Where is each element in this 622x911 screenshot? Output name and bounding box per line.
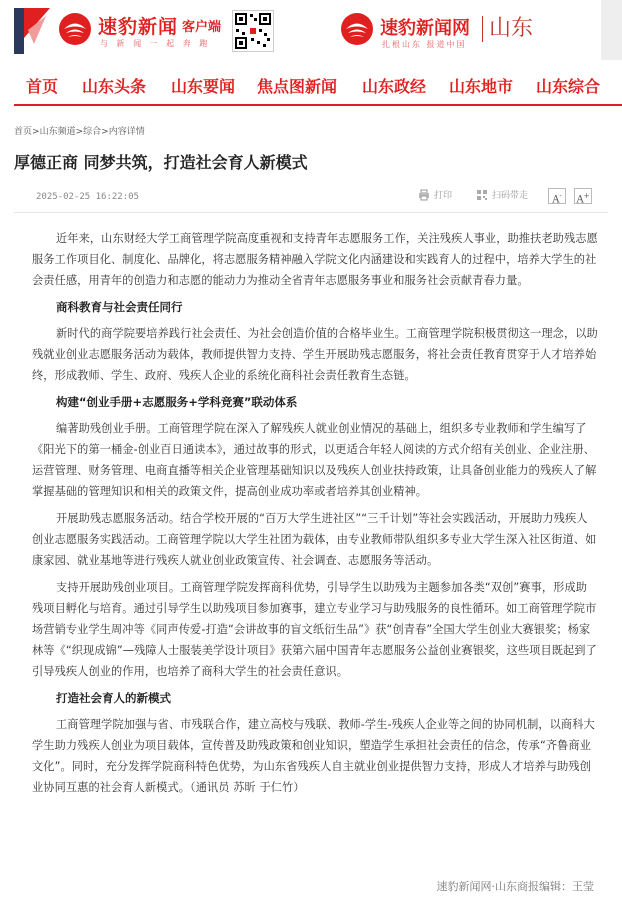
print-button[interactable]: [418, 188, 452, 201]
brand-name: 速豹新闻: [98, 16, 179, 38]
nav-item-home[interactable]: 首页: [26, 77, 59, 96]
publish-date: 2025-02-25 16:22:05: [36, 192, 139, 202]
nav-item-cities[interactable]: 山东地市: [449, 77, 514, 96]
site-brand[interactable]: [340, 12, 540, 54]
page-title: 厚德正商 同梦共筑，打造社会育人新模式: [14, 153, 308, 172]
breadcrumb: [14, 124, 145, 137]
meta-divider: [14, 212, 608, 213]
leopard-logo-icon: [340, 12, 374, 46]
font-increase-button[interactable]: A+: [574, 188, 592, 204]
section-heading: 打造社会育人的新模式: [56, 691, 171, 705]
site-header: [0, 0, 622, 62]
printer-icon: [418, 189, 430, 201]
breadcrumb-separator: >: [32, 127, 40, 137]
article-body: [32, 228, 598, 804]
breadcrumb-separator: >: [101, 127, 109, 137]
breadcrumb-current: 内容详情: [108, 127, 145, 137]
nav-item-news[interactable]: 山东要闻: [171, 77, 236, 96]
leopard-logo-icon: [58, 12, 92, 46]
breadcrumb-separator: >: [75, 127, 84, 137]
header-side-panel: [601, 0, 622, 60]
region-label: 山东: [482, 16, 533, 42]
app-brand[interactable]: [58, 10, 228, 54]
site-tagline: 扎根山东 报道中国: [382, 40, 467, 49]
paragraph: 工商管理学院加强与省、市残联合作，建立高校与残联、教师-学生-残疾人企业等之间的协同机制，以商科大学生助力残疾人创业为项目载体，宣传普及助残政策和创业知识，塑造学生承担社会责任的信念，传承“齐鲁商业文化”。同时，充分发挥学院商科特色优势，为山东省残疾人自主就业创业提供智力支持，形成人才培养与助残创业协同互惠的社会育人新模式。（通讯员 苏昕 于仁竹）: [32, 718, 595, 794]
nav-divider: [14, 104, 622, 106]
client-label: 客户端: [182, 20, 222, 35]
corner-logo-icon: [14, 8, 50, 54]
paragraph: 编著助残创业手册。工商管理学院在深入了解残疾人就业创业情况的基础上，组织多专业教师和学生编写了《阳光下的第一桶金-创业百日通读本》，通过故事的形式，以更适合年轻人阅读的方式介绍有关创业、企业注册、运营管理、财务管理、电商直播等相关企业管理基础知识以及残疾人创业扶持政策，让具备创业能力的残疾人了解掌握基础的管理知识和相关的政策文件，提高创业成功率或者培养其创业精神。: [32, 422, 597, 498]
section-heading: 构建“创业手册+志愿服务+学科竞赛”联动体系: [56, 395, 298, 409]
brand-slogan: 与 新 闻 一 起 奔 跑: [100, 39, 211, 48]
breadcrumb-category[interactable]: 综合: [83, 127, 102, 137]
breadcrumb-home[interactable]: 首页: [14, 127, 33, 137]
nav-item-politics[interactable]: 山东政经: [362, 77, 427, 96]
editor-credit: 速豹新闻网·山东商报编辑：王莹: [436, 880, 594, 893]
article-meta: [14, 188, 608, 208]
font-decrease-button[interactable]: A-: [548, 188, 566, 204]
qr-scan-icon: [476, 189, 488, 201]
paragraph: 支持开展助残创业项目。工商管理学院发挥商科优势，引导学生以助残为主题参加各类“双创”赛事，形成助残项目孵化与培育。通过引导学生以助残项目参加赛事，建立专业学习与助残服务的良性循环。如工商管理学院市场营销专业学生周冲等《同声传爱-打造“会讲故事的盲文纸衍生品”》获“创青春”全国大学生创业大赛银奖；杨家林等《“织现成锦”—残障人士服装美学设计项目》获第六届中国青年志愿服务公益创业赛银奖，这些项目既起到了引导残疾人创业的作用，也培养了商科大学生的社会责任意识。: [32, 581, 597, 678]
scan-button[interactable]: [476, 188, 528, 201]
nav-item-general[interactable]: 山东综合: [536, 77, 601, 96]
breadcrumb-channel[interactable]: 山东频道: [39, 127, 76, 137]
main-nav: [14, 70, 622, 104]
qr-code-icon: [232, 10, 274, 52]
section-heading: 商科教育与社会责任同行: [56, 300, 183, 314]
site-name: 速豹新闻网: [380, 18, 470, 39]
nav-item-headlines[interactable]: 山东头条: [82, 77, 147, 96]
paragraph: 新时代的商学院要培养践行社会责任、为社会创造价值的合格毕业生。工商管理学院积极贯彻这一理念，以助残就业创业志愿服务活动为载体，教师提供智力支持、学生开展助残志愿服务，将社会责任教育贯穿于人才培养始终，形成教师、学生、政府、残疾人企业的系统化商科社会责任教育生态链。: [32, 327, 598, 382]
scan-label: 扫码带走: [492, 191, 529, 201]
print-label: 打印: [434, 191, 453, 201]
paragraph: 开展助残志愿服务活动。结合学校开展的“百万大学生进社区”“三千计划”等社会实践活动，开展助力残疾人创业志愿服务实践活动。工商管理学院以大学生社团为载体，由专业教师带队组织多专业大学生深入社区街道、如康家园、就业基地等进行残疾人就业创业政策宣传、社会调查、志愿服务等活动。: [32, 512, 597, 567]
paragraph: 近年来，山东财经大学工商管理学院高度重视和支持青年志愿服务工作，关注残疾人事业，助推扶老助残志愿服务工作项目化、制度化、品牌化，将志愿服务精神融入学院文化内涵建设和实践育人的过程中，培养大学生的社会责任感，用青年的创造力和志愿的能动力为推动全省青年志愿服务事业和服务社会贡献青春力量。: [32, 232, 598, 287]
nav-item-focus[interactable]: 焦点图新闻: [257, 77, 338, 96]
